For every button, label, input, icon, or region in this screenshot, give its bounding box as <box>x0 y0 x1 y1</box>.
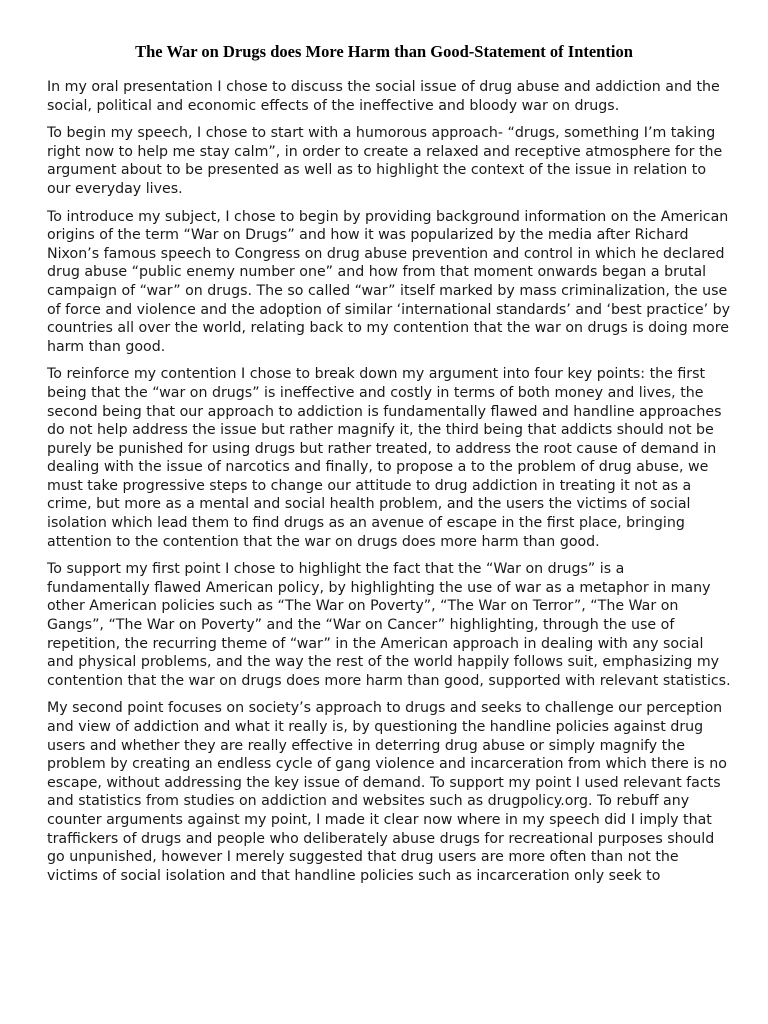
paragraph-background: To introduce my subject, I chose to begin by providing background information on the American origins of the term “War on Drugs” and how it was popularized by the media after Richard Nixon’s famous speech to Congress on drug abuse prevention and control in which he declared drug abuse “public enemy number one” and how from that moment onwards began a brutal campaign of “war” on drugs. The so called “war” itself marked by mass criminalization, the use of force and violence and the adoption of similar ‘international standards’ and ‘best practice’ by countries all over the world, relating back to my contention that the war on drugs is doing more harm than good. <box>47 208 731 355</box>
document-body <box>47 78 731 894</box>
paragraph-intro: In my oral presentation I chose to discuss the social issue of drug abuse and addiction and the social, political and economic effects of the ineffective and bloody war on drugs. <box>47 79 720 114</box>
paragraph-second-point: My second point focuses on society’s approach to drugs and seeks to challenge our perception and view of addiction and what it really is, by questioning the handline policies against drug users and whether they are really effective in deterring drug abuse or simply magnify the problem by creating an endless cycle of gang violence and incarceration from which there is no escape, without addressing the key issue of demand. To support my point I used relevant facts and statistics from studies on addiction and websites such as drugpolicy.org. To rebuff any counter arguments against my point, I made it clear now where in my speech did I imply that traffickers of drugs and people who deliberately abuse drugs for recreational purposes should go unpunished, however I merely suggested that drug users are more often than not the victims of social isolation and that handline policies such as incarceration only seek to <box>47 700 727 884</box>
paragraph-opening: To begin my speech, I chose to start with a humorous approach- “drugs, something I’m taking right now to help me stay calm”, in order to create a relaxed and receptive atmosphere for the argument about to be presented as well as to highlight the context of the issue in relation to our everyday lives. <box>47 125 723 197</box>
paragraph-key-points: To reinforce my contention I chose to break down my argument into four key points: the first being that the “war on drugs” is ineffective and costly in terms of both money and lives, the second being that our approach to addiction is fundamentally flawed and handline approaches do not help address the issue but rather magnify it, the third being that addicts should not be purely be punished for using drugs but rather treated, to address the root cause of demand in dealing with the issue of narcotics and finally, to propose a to the problem of drug abuse, we must take progressive steps to change our attitude to drug addiction in treating it not as a crime, but more as a mental and social health problem, and the users the victims of social isolation which lead them to find drugs as an avenue of escape in the first place, bringing attention to the contention that the war on drugs does more harm than good. <box>47 366 722 550</box>
paragraph-first-point: To support my first point I chose to highlight the fact that the “War on drugs” is a fundamentally flawed American policy, by highlighting the use of war as a metaphor in many other American policies such as “The War on Poverty”, “The War on Terror”, “The War on Gangs”, “The War on Poverty” and the “War on Cancer” highlighting, through the use of repetition, the recurring theme of “war” in the American approach in dealing with any social and physical problems, and the way the rest of the world happily follows suit, emphasizing my contention that the war on drugs does more harm than good, supported with relevant statistics. <box>47 561 731 689</box>
document-title: The War on Drugs does More Harm than Good-Statement of Intention <box>135 42 633 61</box>
